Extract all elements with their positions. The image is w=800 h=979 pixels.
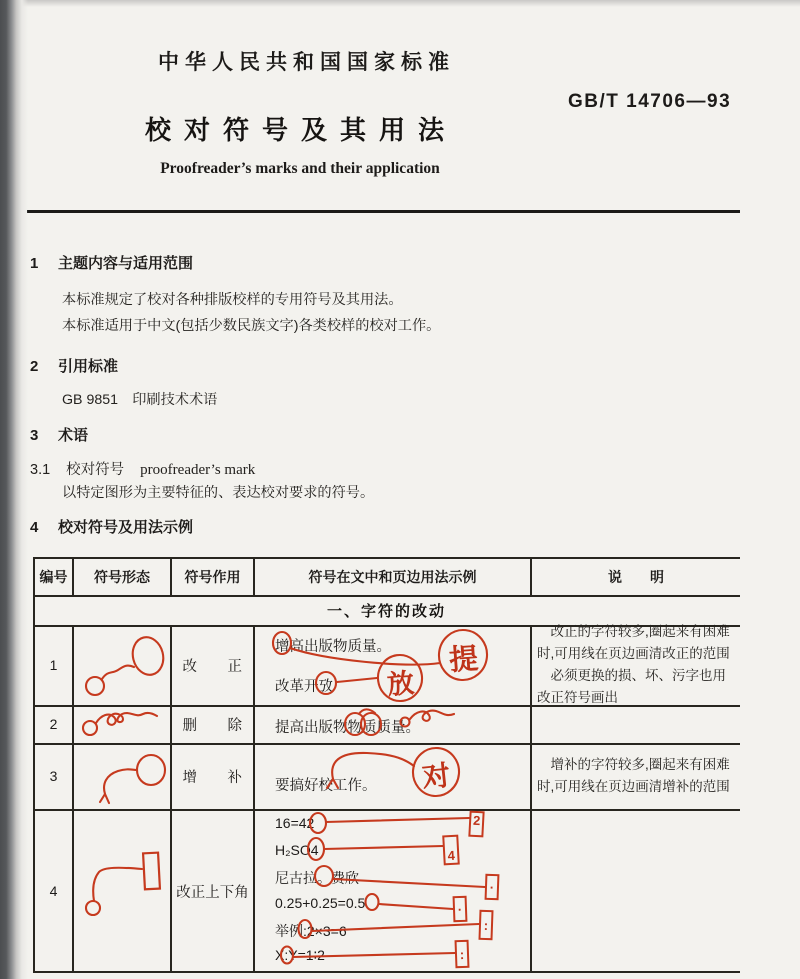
row1-example-cell [255, 627, 530, 703]
section-1-paragraph-2: 本标准适用于中文(包括少数民族文字)各类校样的校对工作。 [62, 318, 441, 334]
row2-symbol-cell [74, 707, 170, 741]
section-1-heading [30, 252, 193, 273]
section-1-paragraph-1: 本标准规定了校对各种排版校样的专用符号及其用法。 [62, 292, 403, 308]
section-2-number: 2 [30, 358, 39, 375]
row2-action: 删 除 [182, 717, 243, 734]
col-header-note: 说 明 [608, 569, 664, 585]
col-header-number: 编号 [39, 569, 68, 585]
row1-note-cell [532, 624, 740, 705]
row3-note-paragraph: 增补的字符较多,圈起来有困难时,可用线在页边画清增补的范围 [537, 757, 730, 794]
scan-left-edge-shadow [0, 0, 28, 979]
row1-symbol-cell [74, 627, 170, 703]
term-english: proofreader’s mark [140, 462, 256, 478]
section-4-heading [30, 516, 193, 537]
margin-box-colon: : [455, 940, 470, 968]
insert-mark-icon [74, 745, 170, 807]
row3-symbol-cell [74, 745, 170, 807]
term-definition-heading [30, 458, 255, 479]
row2-note-cell [532, 707, 740, 741]
col-header-symbol: 符号形态 [94, 569, 150, 585]
sub-superscript-mark-icon [74, 811, 170, 971]
margin-box-subscript: 4 [442, 835, 460, 866]
row4-example-line1: 16=42 [275, 815, 315, 831]
row2-example-cell [255, 707, 530, 741]
page-title-english: Proofreader’s marks and their application [160, 160, 440, 177]
row4-example-line6: X:Y=1∶2 [275, 947, 325, 963]
row4-example-line3: 尼古拉。费欣 [275, 870, 359, 886]
col-header-action: 符号作用 [184, 569, 241, 585]
row1-note-paragraph-1: 改正的字符较多,圈起来有困难时,可用线在页边画清改正的范围 [537, 624, 730, 662]
row4-example-line2: H₂SO4 [275, 842, 319, 858]
delete-mark-icon [74, 707, 170, 741]
row4-number: 4 [49, 883, 58, 899]
proofreader-marks-table [33, 557, 740, 973]
term-number: 3.1 [30, 462, 51, 478]
row1-action: 改 正 [182, 658, 243, 675]
margin-box-middle-dot: · [485, 874, 500, 900]
table-border-bottom [33, 971, 740, 973]
section-1-title: 主题内容与适用范围 [58, 255, 194, 272]
section-3-number: 3 [30, 427, 39, 444]
standard-number: GB/T 14706—93 [568, 91, 732, 112]
standard-label: 中华人民共和国国家标准 [158, 51, 455, 74]
replace-mark-icon [74, 627, 170, 703]
section-3-heading [30, 424, 88, 445]
section-2-heading [30, 355, 118, 376]
margin-box-colon: : [478, 910, 493, 940]
row3-example-line: 要搞好校工作。 [275, 778, 377, 794]
row1-example-line2: 改革开攷 [275, 679, 333, 695]
page-title: 校对符号及其用法 [145, 115, 458, 145]
row2-number: 2 [49, 716, 58, 732]
row3-example-cell [255, 745, 530, 807]
row3-note-cell [532, 745, 740, 807]
row3-number: 3 [49, 768, 58, 784]
row4-example-line4: 0.25+0.25=0.5 [275, 895, 366, 911]
row1-example-line1: 增高出版物质量。 [275, 639, 391, 655]
section-3-title: 术语 [58, 427, 89, 444]
row4-symbol-cell [74, 811, 170, 971]
row4-note-cell [532, 811, 740, 971]
handwritten-correction-char: 对 [420, 759, 452, 794]
col-header-example: 符号在文中和页边用法示例 [308, 569, 477, 585]
handwritten-correction-char: 提 [448, 643, 480, 677]
margin-box-superscript: 2 [468, 811, 484, 838]
margin-box-middle-dot: · [453, 896, 468, 922]
term-chinese: 校对符号 [66, 462, 125, 478]
section-1-number: 1 [30, 255, 39, 272]
row2-example-line: 提高出版物物质质量。 [275, 720, 420, 736]
section-4-title: 校对符号及用法示例 [58, 519, 194, 536]
row4-example-cell [255, 811, 530, 971]
row1-number: 1 [49, 657, 58, 673]
section-2-title: 引用标准 [58, 358, 119, 375]
section-4-number: 4 [30, 519, 39, 536]
scan-top-shadow [0, 0, 800, 7]
handwritten-correction-char: 放 [385, 667, 416, 701]
header-rule [27, 210, 740, 213]
row4-example-line5: 举例:2×3=6 [275, 923, 347, 939]
term-definition-text: 以特定图形为主要特征的、表达校对要求的符号。 [62, 485, 375, 501]
row3-action: 增 补 [182, 769, 243, 786]
section-2-reference: GB 9851 印刷技术术语 [62, 392, 218, 408]
table-group-title: 一、字符的改动 [326, 602, 446, 620]
row1-note-paragraph-2: 必须更换的损、坏、污字也用改正符号画出 [537, 668, 726, 705]
row4-action: 改正上下角 [176, 884, 249, 901]
